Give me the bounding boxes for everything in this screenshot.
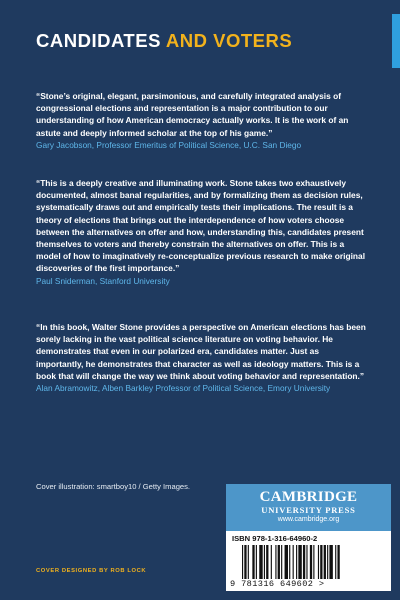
barcode-bar <box>324 545 326 579</box>
publisher-logo-box <box>226 484 391 531</box>
barcode-image <box>242 545 375 579</box>
barcode-bar <box>252 545 254 579</box>
publisher-subtitle: UNIVERSITY PRESS <box>261 505 356 515</box>
barcode-bar <box>318 545 319 579</box>
title-part-2: AND VOTERS <box>165 30 293 51</box>
cover-designer-credit: COVER DESIGNED BY ROB LOCK <box>36 568 147 574</box>
barcode-bar <box>296 545 297 579</box>
blurb-attribution: Paul Sniderman, Stanford University <box>36 275 170 286</box>
barcode-bar <box>306 545 307 579</box>
barcode-bar <box>298 545 301 579</box>
blurb-1 <box>36 90 366 152</box>
barcode-bar <box>313 545 314 579</box>
barcode-bar <box>278 545 280 579</box>
barcode-bar <box>271 545 272 579</box>
barcode-bar <box>335 545 336 579</box>
barcode-bar <box>275 545 276 579</box>
barcode-bar <box>293 545 294 579</box>
barcode-bar <box>329 545 332 579</box>
barcode-digits: 9 781316 649602 > <box>230 579 325 589</box>
barcode-bar <box>303 545 305 579</box>
barcode-bar <box>256 545 257 579</box>
barcode-bar <box>248 545 249 579</box>
barcode-bar <box>259 545 262 579</box>
barcode-bar <box>285 545 288 579</box>
barcode-bar <box>264 545 265 579</box>
barcode-bar <box>242 545 243 579</box>
cover-illustration-credit: Cover illustration: smartboy10 / Getty Images. <box>36 482 191 491</box>
blurb-attribution: Alan Abramowitz, Alben Barkley Professor of Political Science, Emory University <box>36 383 331 394</box>
book-title <box>36 30 292 52</box>
barcode-bar <box>310 545 312 579</box>
isbn-label: ISBN 978-1-316-64960-2 <box>232 534 318 543</box>
barcode-bar <box>244 545 246 579</box>
barcode-bar <box>327 545 328 579</box>
publisher-name: CAMBRIDGE <box>259 489 358 505</box>
barcode-bar <box>289 545 290 579</box>
blurb-text: “This is a deeply creative and illuminating work. Stone takes two exhaustively documented, almost banal regularities, and by formalizing them as decision rules, systematically draws out and empirically tests their implications. The result is a theory of elections that brings out the interdependence of how voters choose between the alternatives on offer and how, understanding this, candidates present themselves to voters and thereby constrain the alternatives on offer. This is a model of how to imaginatively re-conceptualize previous research to make original discoveries of the first importance.” <box>36 178 366 274</box>
isbn-barcode-box <box>226 531 391 591</box>
barcode-bar <box>281 545 282 579</box>
blurb-attribution: Gary Jacobson, Professor Emeritus of Political Science, U.C. San Diego <box>36 139 302 150</box>
barcode-bar <box>266 545 268 579</box>
barcode-bar <box>337 545 339 579</box>
blurb-text: “Stone’s original, elegant, parsimonious, and carefully integrated analysis of congressional elections and representation is a major contribution to our understanding of how American democracy actually works. It is the work of an astute and deeply informed scholar at the top of his game.” <box>36 91 349 138</box>
title-part-1: CANDIDATES <box>36 30 161 51</box>
blurb-2 <box>36 177 366 287</box>
blurb-3 <box>36 321 366 395</box>
accent-bar <box>392 14 400 68</box>
barcode-bar <box>320 545 322 579</box>
publisher-url: www.cambridge.org <box>277 516 340 523</box>
blurb-text: “In this book, Walter Stone provides a perspective on American elections has been sorely lacking in the vast political science literature on voting behavior. He demonstrates that even in our polarized era, candidates matter. Just as importantly, he demonstrates that character as well as ideology matters. This is a book that will change the way we think about voting behavior and representation.” <box>36 322 366 381</box>
